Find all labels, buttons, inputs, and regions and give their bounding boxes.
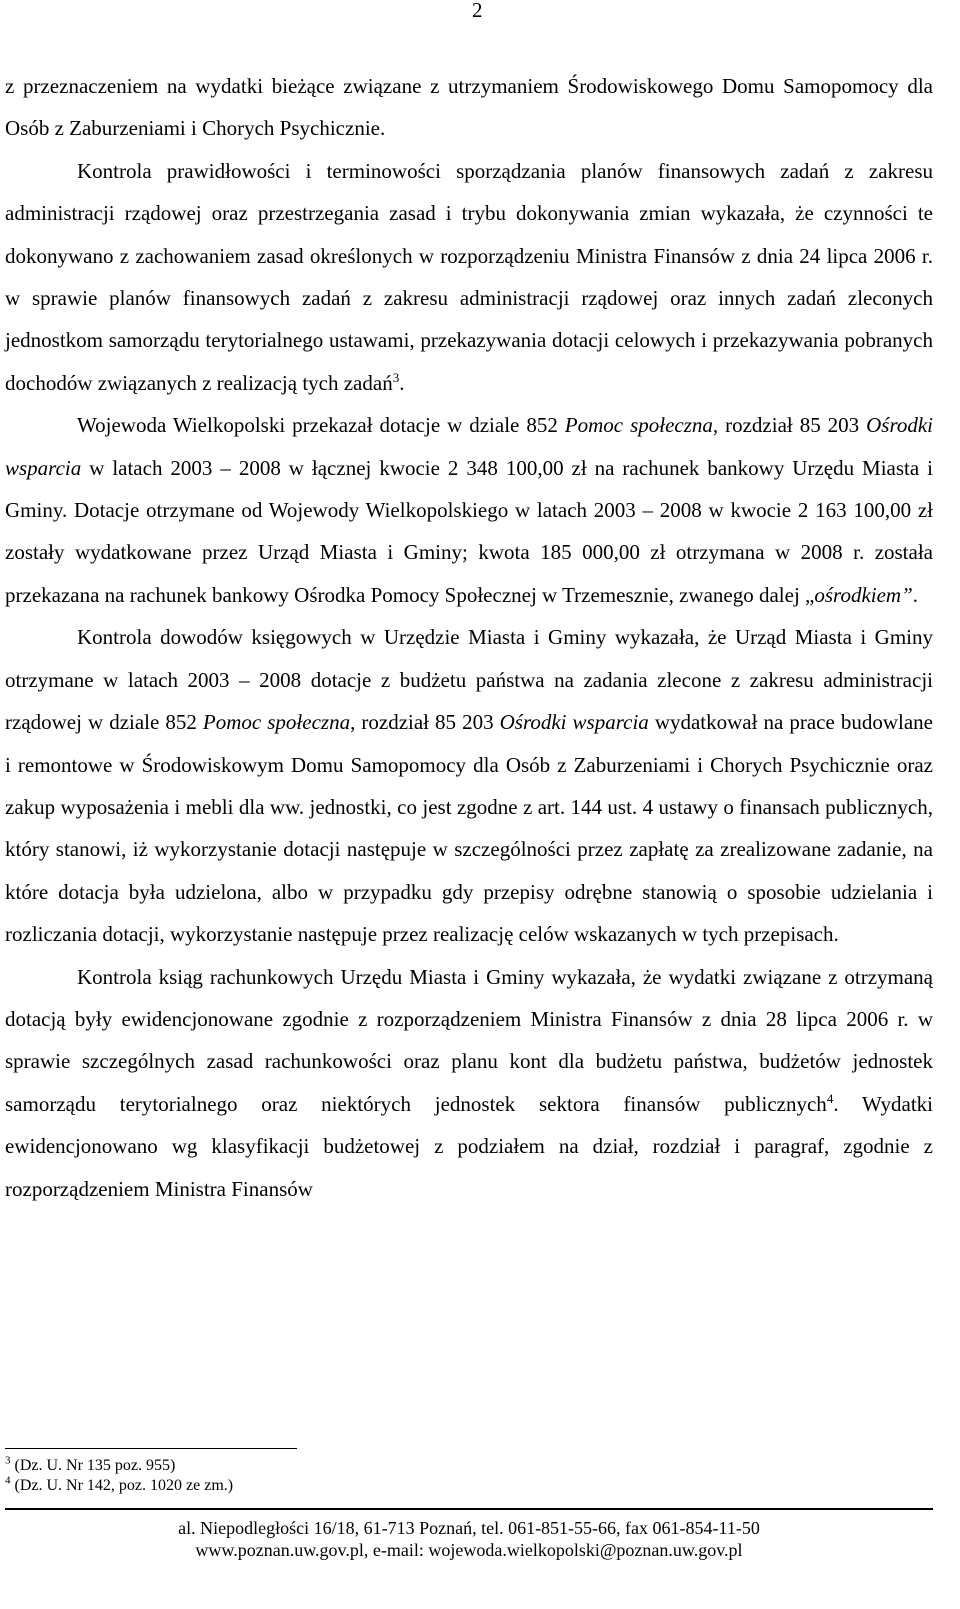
footer-contact[interactable]: www.poznan.uw.gov.pl, e-mail: wojewoda.wielkopolski@poznan.uw.gov.pl [195, 1540, 743, 1560]
paragraph-3 [5, 404, 933, 616]
paragraph-5 [5, 956, 933, 1210]
paragraph-4-text-1: Kontrola dowodów księgowych w Urzędzie Miasta i Gminy wykazała, że Urząd Miasta i Gminy otrzymane w latach 2003 – 2008 dotacje z budżetu państwa na zadania zlecone z zakresu administracji rządowej w dziale 852 [5, 625, 933, 735]
page-footer [5, 1517, 933, 1561]
footnote-4 [5, 1476, 233, 1496]
paragraph-3-text-4: . [912, 582, 919, 607]
paragraph-4-text-2: , rozdział 85 203 [350, 710, 500, 735]
paragraph-2-end: . [399, 370, 405, 395]
paragraph-5-text: Kontrola ksiąg rachunkowych Urzędu Miasta i Gminy wykazała, że wydatki związane z otrzymaną dotacją były ewidencjonowane zgodnie z rozporządzeniem Ministra Finansów z dnia 28 lipca 2006 r. w sprawie szczególnych zasad rachunkowości oraz planu kont dla budżetu państwa, budżetów jednostek samorządu terytorialnego oraz niektórych jednostek sektora finansów publicznych [5, 964, 933, 1116]
paragraph-4 [5, 616, 933, 955]
italic-term-osrodki-wsparcia: Ośrodki wsparcia [499, 710, 649, 735]
document-body [5, 65, 933, 1210]
footer-separator [5, 1508, 933, 1510]
paragraph-5-end: . Wydatki ewidencjonowano wg klasyfikacji budżetowej z podziałem na dział, rozdział i paragraf, zgodnie z rozporządzeniem Ministra Finansów [5, 1091, 933, 1201]
footnotes [5, 1456, 233, 1496]
paragraph-3-text-2: , rozdział 85 203 [712, 413, 867, 438]
italic-term-osrodkiem: ośrodkiem” [814, 582, 913, 607]
footnote-separator [5, 1448, 297, 1449]
footnote-ref-4[interactable]: 4 [826, 1090, 834, 1106]
italic-term-pomoc-spoleczna: Pomoc społeczna [564, 413, 713, 438]
paragraph-3-text-3: w latach 2003 – 2008 w łącznej kwocie 2 348 100,00 zł na rachunek bankowy Urzędu Miasta i Gminy. Dotacje otrzymane od Wojewody Wielkopolskiego w latach 2003 – 2008 w kwocie 2 163 100,00 zł zostały wydatkowane przez Urząd Miasta i Gminy; kwota 185 000,00 zł otrzymana w 2008 r. została przekazana na rachunek bankowy Ośrodka Pomocy Społecznej w Trzemesznie, zwanego dalej „ [5, 455, 933, 607]
footnote-ref-3[interactable]: 3 [392, 369, 400, 385]
paragraph-1-text: z przeznaczeniem na wydatki bieżące związane z utrzymaniem Środowiskowego Domu Samopomocy dla Osób z Zaburzeniami i Chorych Psychicznie. [5, 74, 933, 141]
page-number: 2 [472, 0, 483, 22]
italic-term-osrodki-wsparcia: Ośrodki wsparcia [5, 413, 934, 480]
paragraph-2-text: Kontrola prawidłowości i terminowości sporządzania planów finansowych zadań z zakresu administracji rządowej oraz przestrzegania zasad i trybu dokonywania zmian wykazała, że czynności te dokonywano z zachowaniem zasad określonych w rozporządzeniu Ministra Finansów z dnia 24 lipca 2006 r. w sprawie planów finansowych zadań z zakresu administracji rządowej oraz innych zadań zleconych jednostkom samorządu terytorialnego ustawami, przekazywania dotacji celowych i przekazywania pobranych dochodów związanych z realizacją tych zadań [5, 158, 933, 395]
paragraph-3-text-1: Wojewoda Wielkopolski przekazał dotacje w dziale 852 [77, 413, 565, 438]
footnote-number: 4 [5, 1474, 11, 1487]
footnote-3 [5, 1456, 233, 1476]
footnote-text: (Dz. U. Nr 142, poz. 1020 ze zm.) [14, 1477, 234, 1494]
footnote-number: 3 [5, 1454, 11, 1467]
paragraph-1 [5, 65, 933, 150]
footnote-text: (Dz. U. Nr 135 poz. 955) [14, 1457, 176, 1474]
paragraph-2 [5, 150, 933, 404]
paragraph-4-text-3: wydatkował na prace budowlane i remontowe w Środowiskowym Domu Samopomocy dla Osób z Zaburzeniami i Chorych Psychicznie oraz zakup wyposażenia i mebli dla ww. jednostki, co jest zgodne z art. 144 ust. 4 ustawy o finansach publicznych, który stanowi, iż wykorzystanie dotacji następuje w szczególności przez zapłatę za zrealizowane zadanie, na które dotacja była udzielona, albo w przypadku gdy przepisy odrębne stanowią o sposobie udzielania i rozliczania dotacji, wykorzystanie następuje przez realizację celów wskazanych w tych przepisach. [5, 710, 933, 947]
footer-address: al. Niepodległości 16/18, 61-713 Poznań, tel. 061-851-55-66, fax 061-854-11-50 [178, 1518, 760, 1538]
italic-term-pomoc-spoleczna: Pomoc społeczna [202, 710, 351, 735]
